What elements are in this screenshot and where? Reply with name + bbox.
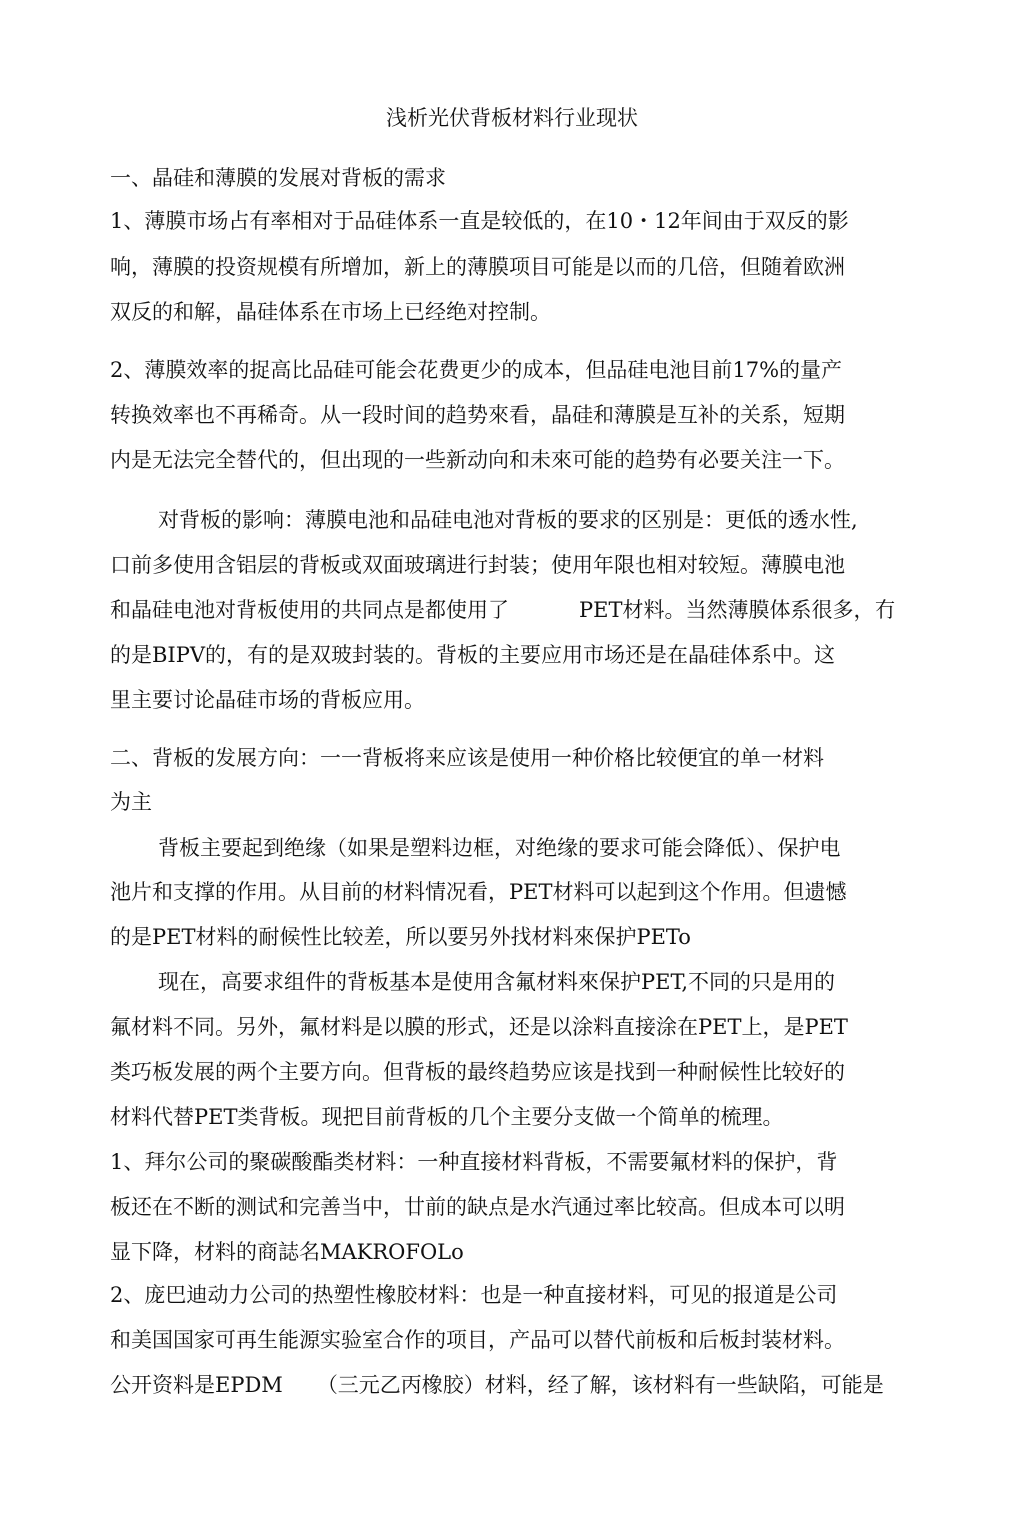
line-part-right: PET材料。当然薄膜体系很多，冇 (579, 598, 896, 622)
paragraph-line: 板还在不断的测试和完善当中，廿前的缺点是水汽通过率比较高。但成本可以明 (110, 1195, 845, 1219)
section-heading-1: 一、晶硅和薄膜的发展对背板的需求 (110, 166, 446, 190)
paragraph-line: 2、庞巴迪动力公司的热塑性橡胶材料：也是一种直接材料，可见的报道是公司 (110, 1283, 838, 1307)
paragraph-line: 响，薄膜的投资规模有所增加，新上的薄膜项目可能是以而的几倍，但随着欧洲 (110, 255, 845, 279)
paragraph-line: 的是PET材料的耐候性比较差，所以要另外找材料來保护PETo (110, 925, 691, 949)
paragraph-line: 背板主要起到绝缘（如果是塑料边框，对绝缘的要求可能会降低）、保护电 (158, 836, 841, 860)
line-part-left: 公开资料是EPDM (110, 1373, 283, 1397)
line-part-left: 和晶硅电池对背板使用的共同点是都使用了 (110, 598, 509, 622)
line-part-right: （三元乙丙橡胶）材料，经了解，该材料有一些缺陷，可能是 (316, 1373, 884, 1397)
section-heading-2: 二、背板的发展方向：一一背板将来应该是使用一种价格比较便宜的单一材料 (110, 746, 824, 770)
paragraph-line (110, 1370, 884, 1400)
paragraph-line: 池片和支撑的作用。从目前的材料情况看，PET材料可以起到这个作用。但遗憾 (110, 880, 847, 904)
paragraph-line: 和美国国家可再生能源实验室合作的项目，产品可以替代前板和后板封装材料。 (110, 1328, 845, 1352)
paragraph-line: 类巧板发展的两个主要方向。但背板的最终趋势应该是找到一种耐候性比较好的 (110, 1060, 845, 1084)
paragraph-line: 显下降，材料的商誌名MAKROFOLo (110, 1240, 464, 1264)
paragraph-line: 氟材料不同。另外，氟材料是以膜的形式，还是以涂料直接涂在PET上，是PET (110, 1015, 848, 1039)
paragraph-line: 1、薄膜市场占有率相对于品硅体系一直是较低的，在10・12年间由于双反的影 (110, 209, 849, 233)
paragraph-line: 的是BIPV的，有的是双玻封装的。背板的主要应用市场还是在晶硅体系中。这 (110, 643, 836, 667)
paragraph-line: 1、拜尔公司的聚碳酸酯类材料：一种直接材料背板，不需要氟材料的保护，背 (110, 1150, 838, 1174)
paragraph-line: 内是无法完全替代的，但出现的一些新动向和未來可能的趋势有必要关注一下。 (110, 448, 845, 472)
section-heading-2-continued: 为主 (110, 790, 152, 814)
paragraph-line: 材料代替PET类背板。现把目前背板的几个主要分支做一个简单的梳理。 (110, 1105, 784, 1129)
paragraph-line: 里主要讨论晶硅市场的背板应用。 (110, 688, 425, 712)
paragraph-line: 现在，高要求组件的背板基本是使用含氟材料來保护PET,不同的只是用的 (158, 970, 836, 994)
paragraph-line: 转换效率也不再稀奇。从一段时间的趋势來看，晶硅和薄膜是互补的关系，短期 (110, 403, 845, 427)
paragraph-line: 对背板的影响：薄膜电池和品硅电池对背板的要求的区别是：更低的透水性, (158, 508, 858, 532)
paragraph-line: 2、薄膜效率的捉高比品硅可能会花费更少的成本，但品硅电池目前17%的量产 (110, 358, 843, 382)
paragraph-line: 口前多使用含铝层的背板或双面玻璃进行封装；使用年限也相对较短。薄膜电池 (110, 553, 845, 577)
paragraph-line: 双反的和解，晶硅体系在市场上已经绝对控制。 (110, 300, 551, 324)
document-title: 浅析光伏背板材料行业现状 (386, 106, 638, 130)
paragraph-line (110, 595, 895, 625)
